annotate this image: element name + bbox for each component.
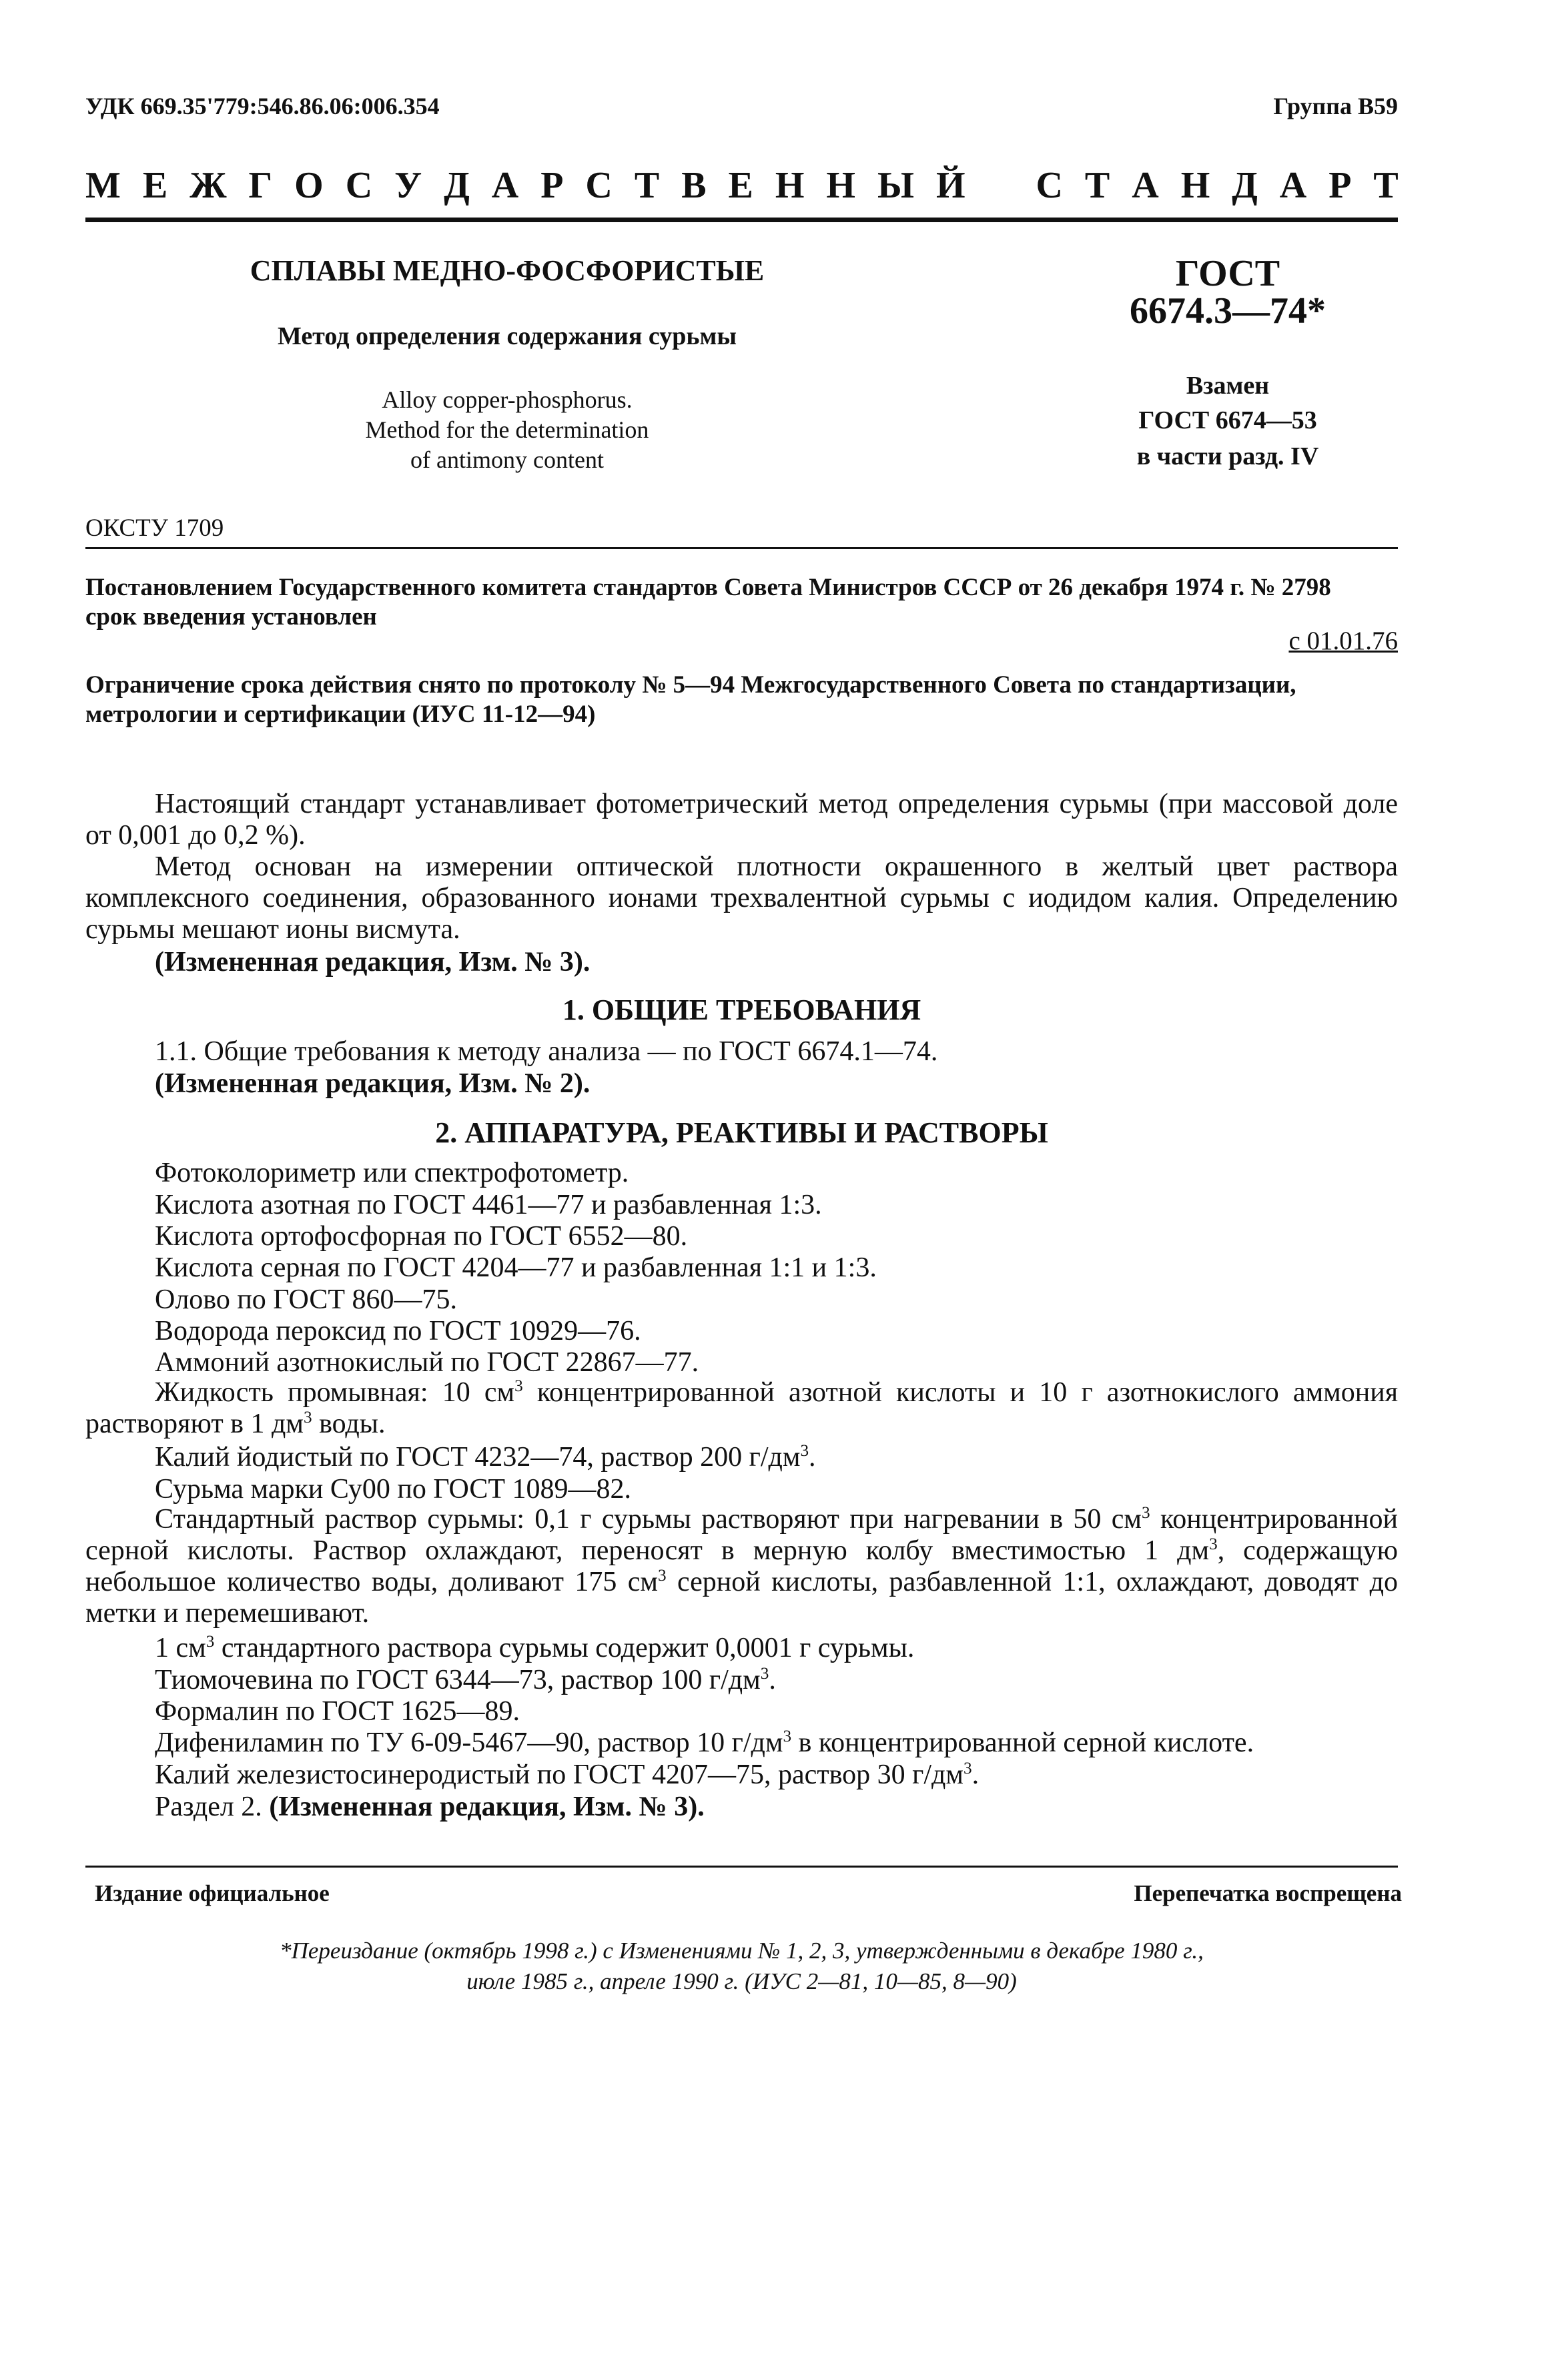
banner-letter: Т xyxy=(1373,165,1399,206)
banner-letter: В xyxy=(681,165,707,206)
item-diphenylamine: Дифениламин по ТУ 6-09-5467—90, раствор 10 $г/дм^3$ в концентрированной серной кислоте. xyxy=(155,1727,1254,1758)
intro-amendment: (Измененная редакция, Изм. № 3). xyxy=(155,947,591,977)
banner-letter: Н xyxy=(1180,165,1210,206)
banner-letter: С xyxy=(345,165,373,206)
section1-amendment: (Измененная редакция, Изм. № 2). xyxy=(155,1068,591,1099)
item-standard-solution: Стандартный раствор сурьмы: 0,1 г сурьмы растворяют при нагревании в 50 $см^3$ концентрированной серной кислоты. Раствор охлаждают, переносят в мерную колбу вместимостью 1 $дм^3$, содержащую небольшое количество воды, доливают 175 $см^3$ серной кислоты, разбавленной 1:1, охлаждают, доводят до метки и перемешивают. xyxy=(85,1504,1399,1629)
section2-amendment: Раздел 2. (Измененная редакция, Изм. № 3). xyxy=(155,1792,705,1822)
banner-letter: Д xyxy=(1232,165,1258,206)
title-en-line2: Method for the determination xyxy=(365,416,649,443)
reprint-prohibited: Перепечатка воспрещена xyxy=(1134,1880,1402,1906)
replaces-part: в части разд. IV xyxy=(1136,442,1319,470)
banner-letter xyxy=(988,164,1014,207)
section1-title: 1. ОБЩИЕ ТРЕБОВАНИЯ xyxy=(562,994,921,1026)
item-potassium-iodide: Калий йодистый по ГОСТ 4232—74, раствор 200 $г/дм^3$. xyxy=(155,1442,816,1473)
banner-letter: Н xyxy=(775,165,805,206)
group-code: Группа В59 xyxy=(1273,93,1398,119)
banner-letter: Т xyxy=(634,165,660,206)
footer-rule xyxy=(85,1866,1398,1868)
banner-letter: С xyxy=(1036,165,1063,206)
oksty-code: ОКСТУ 1709 xyxy=(85,514,224,542)
banner-letter: Й xyxy=(935,165,966,206)
replaces-gost: ГОСТ 6674—53 xyxy=(1138,406,1317,434)
title-en-line1: Alloy copper-phosphorus. xyxy=(382,386,633,413)
banner-letter: Е xyxy=(142,165,168,206)
decree-line1: Постановлением Государственного комитета стандартов Совета Министров СССР от 26 декабря 1974 г. № 2798 xyxy=(85,574,1331,601)
banner-letter: А xyxy=(491,165,519,206)
title-ru-sub: Метод определения содержания сурьмы xyxy=(277,322,737,350)
item-formalin: Формалин по ГОСТ 1625—89. xyxy=(155,1696,520,1727)
oksty-rule xyxy=(85,547,1398,549)
banner-letter: Р xyxy=(540,165,564,206)
item-wash-liquid: Жидкость промывная: 10 $см^3$ концентрированной азотной кислоты и 10 г азотнокислого аммония растворяют в 1 $дм^3$ воды. xyxy=(85,1377,1399,1439)
title-en-line3: of antimony content xyxy=(410,446,604,473)
gost-number: 6674.3—74* xyxy=(1130,290,1326,332)
banner-letter: Д xyxy=(444,165,470,206)
decree-line2: срок введения установлен xyxy=(85,603,377,631)
banner-letter: Е xyxy=(728,165,753,206)
reissue-note-line1: *Переиздание (октябрь 1998 г.) с Изменениями № 1, 2, 3, утвержденными в декабре 1980 г., xyxy=(280,1938,1204,1964)
item-nitric-acid: Кислота азотная по ГОСТ 4461—77 и разбавленная 1:3. xyxy=(155,1190,822,1220)
item-antimony: Сурьма марки Су00 по ГОСТ 1089—82. xyxy=(155,1474,632,1505)
reissue-note-line2: июле 1985 г., апреле 1990 г. (ИУС 2—81, 10—85, 8—90) xyxy=(466,1968,1017,1994)
interstate-standard-banner xyxy=(85,164,1399,207)
item-hydrogen-peroxide: Водорода пероксид по ГОСТ 10929—76. xyxy=(155,1316,641,1346)
item-phosphoric-acid: Кислота ортофосфорная по ГОСТ 6552—80. xyxy=(155,1221,688,1252)
intro-paragraph-1: Настоящий стандарт устанавливает фотометрический метод определения сурьмы (при массовой доле от 0,001 до 0,2 %). xyxy=(85,789,1398,851)
item-photocolorimeter: Фотоколориметр или спектрофотометр. xyxy=(155,1158,629,1188)
banner-letter: Ы xyxy=(877,165,914,206)
banner-letter: С xyxy=(585,165,613,206)
replaces-label: Взамен xyxy=(1186,372,1270,400)
item-tin: Олово по ГОСТ 860—75. xyxy=(155,1284,458,1315)
limit-line1: Ограничение срока действия снято по протоколу № 5—94 Межгосударственного Совета по стандартизации, xyxy=(85,671,1296,699)
title-ru-main: СПЛАВЫ МЕДНО-ФОСФОРИСТЫЕ xyxy=(250,254,765,287)
intro-paragraph-2: Метод основан на измерении оптической плотности окрашенного в желтый цвет раствора комплексного соединения, образованного ионами трехвалентной сурьмы с иодидом калия. Определению сурьмы мешают ионы висмута. xyxy=(85,851,1398,945)
banner-letter: У xyxy=(394,165,422,206)
gost-label: ГОСТ xyxy=(1175,253,1280,294)
banner-letter: О xyxy=(294,165,324,206)
section1-text: 1.1. Общие требования к методу анализа — по ГОСТ 6674.1—74. xyxy=(155,1036,938,1067)
section2-title: 2. АППАРАТУРА, РЕАКТИВЫ И РАСТВОРЫ xyxy=(435,1116,1048,1149)
banner-letter: М xyxy=(85,165,121,206)
item-sulfuric-acid: Кислота серная по ГОСТ 4204—77 и разбавленная 1:1 и 1:3. xyxy=(155,1252,877,1283)
banner-letter: А xyxy=(1132,165,1159,206)
item-standard-content: 1 $см^3$ стандартного раствора сурьмы содержит 0,0001 г сурьмы. xyxy=(155,1633,915,1663)
banner-letter: Т xyxy=(1084,165,1110,206)
item-potassium-ferrocyanide: Калий железистосинеродистый по ГОСТ 4207—75, раствор 30 $г/дм^3$. xyxy=(155,1759,980,1790)
banner-letter: Р xyxy=(1328,165,1352,206)
banner-letter: Г xyxy=(248,165,273,206)
decree-date: с 01.01.76 xyxy=(1288,627,1398,655)
banner-letter: Ж xyxy=(189,165,227,206)
banner-letter: Н xyxy=(826,165,855,206)
official-edition: Издание официальное xyxy=(95,1880,330,1906)
udk-code: УДК 669.35'779:546.86.06:006.354 xyxy=(85,93,440,119)
item-ammonium-nitrate: Аммоний азотнокислый по ГОСТ 22867—77. xyxy=(155,1347,699,1378)
banner-letter: А xyxy=(1279,165,1307,206)
banner-rule xyxy=(85,218,1398,222)
limit-line2: метрологии и сертификации (ИУС 11-12—94) xyxy=(85,701,596,728)
item-thiourea: Тиомочевина по ГОСТ 6344—73, раствор 100 $г/дм^3$. xyxy=(155,1665,776,1695)
